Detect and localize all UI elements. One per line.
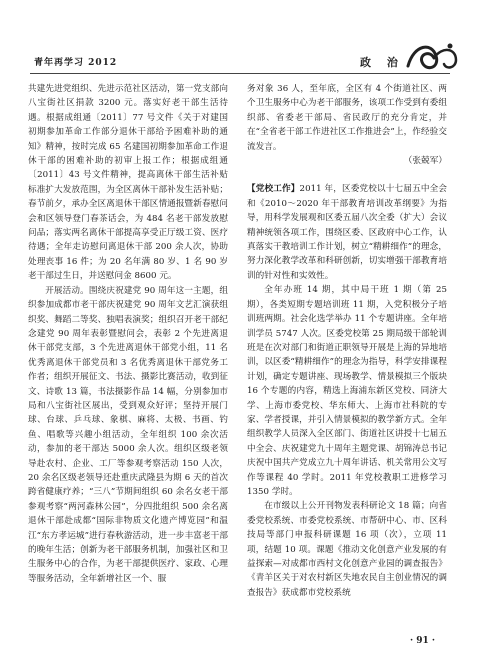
paragraph: 共建先进党组织、先进示范社区活动，第一党支部向八宝街社区捐款 3200 元。落实好老干部生活待遇。根据成组通〔2011〕77 号文件《关于对建国初期参加革命工作部分退休干部给予困难补助的通知》精神，按时完成 65 名建国初期参加革命工作退休干部的困难补助的初审上报工作；根据成组通〔2011〕43 号文件精神，提高离休干部生活补贴标准扩大发放范围，为全区离休干部补发生活补贴；春节前夕，承办全区离退休干部区情通报暨新春慰问会和区领导登门春茶话会，为 484 名老干部发放慰问品；落实两名离休干部提高享受正厅级工资、医疗待遇；全年走访慰问离退休干部 200 余人次，协助处理丧事 16 件；为 20 名年满 80 岁、1 名 90 岁老干部过生日，并送慰问金 8600 元。 bbox=[28, 84, 228, 282]
header-rule bbox=[30, 73, 450, 74]
page-number: · 91 · bbox=[410, 636, 436, 646]
right-column bbox=[247, 82, 447, 600]
journal-title: 青年再学习 2012 bbox=[34, 58, 118, 68]
paragraph-body: 2011 年，区委党校以十七届五中全会和《2010～2020 年干部教育培训改革纲要》为指导，用科学发展观和区委五届八次全委（扩大）会议精神统领各项工作，围绕区委、区政府中心工作，认真落实干教培训工作计划，树立“精耕细作”的理念，努力深化教学改革和科研创新，切实增强干部教育培训的针对性和实效性。 bbox=[247, 184, 447, 281]
paragraph: 务对象 36 人，至年底，全区有 4 个街道社区、两个卫生服务中心为老干部服务，该项工作受到有委组织部、省委老干部局、省民政厅的充分肯定，并在“全省老干部工作进社区工作推进会”上，作经验交流发言。 bbox=[247, 84, 447, 152]
paragraph: 在市级以上公开刊物发表科研论文 18 篇；向省委党校系统、市委党校系统、市帮研中心、市、区科技局等部门申报科研课题 16 项（次），立项 11 项，结题 10 项。课题《推动文化创意产业发展的有益探索—对成都市西村文化创意产业园的调查报告》《青羊区关于对农村新区失地农民自主创业情况的调查报告》获成都市党校系统 bbox=[247, 501, 447, 598]
page-header bbox=[0, 0, 480, 78]
section-title: 政 治 bbox=[360, 56, 404, 69]
paragraph bbox=[247, 182, 447, 283]
section-lead: 【党校工作】 bbox=[247, 184, 300, 195]
paragraph: 全年办班 14 期，其中局干班 1 期（第 25 期），各类短期专题培训班 11 期，入党积极分子培训班两期。社会化选学举办 11 个专题讲座。全年培训学员 5747 人次。区委党校第 25 期局级干部轮训班是在次对部门和街道正职领导开展是上海的异地培训，以区委“精耕细作”的理念为指导，科学安排课程计划，确定专题讲座、现场教学、情景模拟三个版块 16 个专题的内容，精选上海浦东新区党校、同济大学、上海市委党校、华东师大、上海市社科院的专家、学者授课，并引入情景模拟的教学新方式。全年组织教学人员深入全区部门、街道社区讲授十七届五中全会、庆祝建党九十周年主题党课、胡锦涛总书记庆祝中国共产党成立九十周年讲话、机关常用公文写作等课程 40 学时。2011 年党校教职工进修学习 1350 学时。 bbox=[247, 285, 447, 497]
paragraph: 开展活动。围绕庆祝建党 90 周年这一主题，组织参加成都市老干部庆祝建党 90 周年文艺汇演获组织奖、舞蹈二等奖、独唱表演奖；组织召开老干部纪念建党 90 周年表彰暨慰问会，表彰 2 个先进离退休干部党支部，3 个先进离退休干部党小组，11 名优秀离退休干部党员和 3 名优秀离退休干部党务工作者；组织开展征文、书法、摄影比赛活动，收到征文、诗歌 13 篇，书法摄影作品 14 幅，分别参加市局和八宝街社区展出，受到观众好评；坚持开展门球、台球、乒乓球、象棋、麻将、太极、书画、钓鱼、唱歌等兴趣小组活动，全年组织 100 余次活动，参加的老干部达 5000 余人次。组织区级老领导赴农村、企业、工厂等参观考察活动 150 人次，20 余名区级老领导还赴重庆武隆县为期 6 天的首次跨省健康疗养；“三八”节期间组织 60 余名女老干部参观考察“两河森林公园”，分四批组织 500 余名离退休干部赴成都“国际非物质文化遗产博览园”和温江“东方孝运城”进行春秋游活动，进一步丰富老干部的晚年生活；创新为老干部服务机制，加强社区和卫生服务中心的合作，为老干部提供医疗、家政、心理等服务活动，全年新增社区一个、服 bbox=[28, 285, 228, 584]
author-credit: （张兢军） bbox=[403, 156, 447, 167]
left-column bbox=[28, 82, 228, 586]
section-ornament-icon bbox=[402, 36, 462, 76]
